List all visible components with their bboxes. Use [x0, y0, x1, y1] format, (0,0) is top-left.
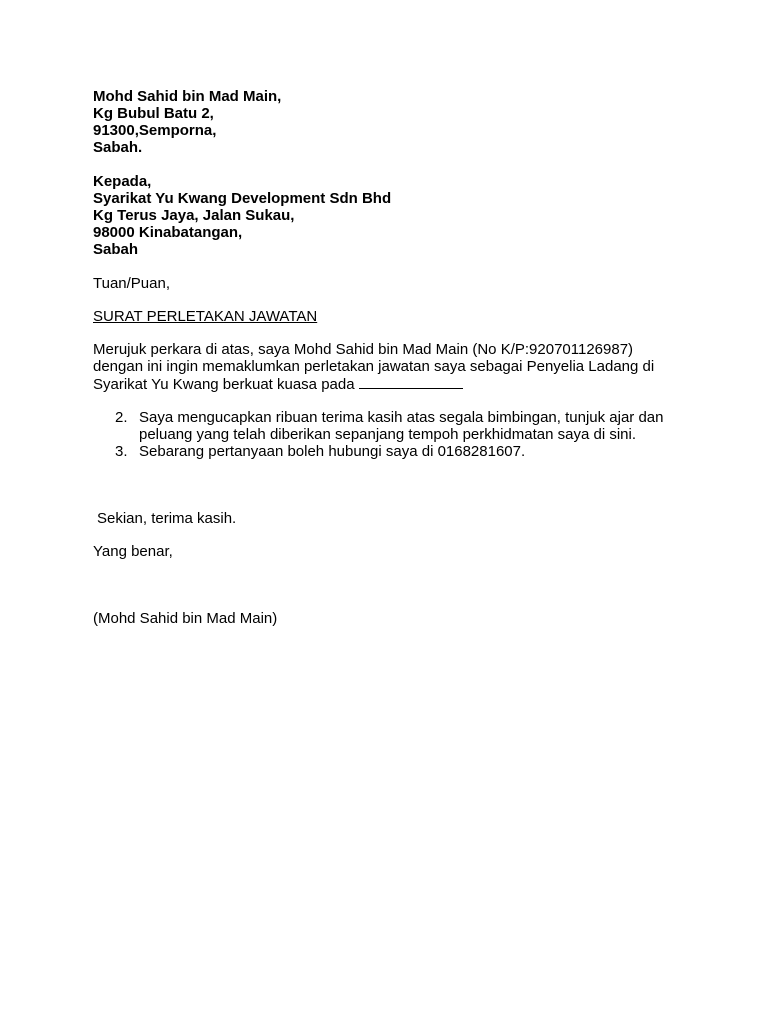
list-item-number: 3. — [115, 443, 128, 460]
salutation: Tuan/Puan, — [93, 275, 170, 292]
sender-address-line: Kg Bubul Batu 2, — [93, 105, 214, 122]
sign-off: Yang benar, — [93, 543, 173, 560]
body-paragraph — [93, 341, 683, 393]
sender-address-line: 91300,Semporna, — [93, 122, 217, 139]
recipient-address — [93, 173, 693, 258]
recipient-address-line: Kg Terus Jaya, Jalan Sukau, — [93, 207, 295, 224]
list-item-text: Saya mengucapkan ribuan terima kasih atas segala bimbingan, tunjuk ajar dan peluang yang telah diberikan sepanjang tempoh perkhidmatan saya di sini. — [139, 409, 664, 443]
recipient-address-line: 98000 Kinabatangan, — [93, 224, 243, 241]
sender-address — [93, 88, 693, 156]
closing: Sekian, terima kasih. — [97, 510, 237, 527]
recipient-company: Syarikat Yu Kwang Development Sdn Bhd — [93, 190, 392, 207]
sender-name: Mohd Sahid bin Mad Main, — [93, 88, 282, 105]
recipient-address-line: Sabah — [93, 241, 139, 258]
letter-page — [93, 88, 693, 627]
list-item-number: 2. — [115, 409, 128, 426]
effective-date-blank — [359, 375, 463, 389]
subject-heading: SURAT PERLETAKAN JAWATAN — [93, 308, 318, 325]
list-item-text: Sebarang pertanyaan boleh hubungi saya di 0168281607. — [139, 443, 526, 460]
recipient-to-label: Kepada, — [93, 173, 152, 190]
signature-name: (Mohd Sahid bin Mad Main) — [93, 610, 278, 627]
list-item — [93, 443, 683, 460]
list-item — [93, 409, 683, 443]
sender-address-line: Sabah. — [93, 139, 143, 156]
body-paragraph-text: Merujuk perkara di atas, saya Mohd Sahid bin Mad Main (No K/P:920701126987) dengan ini ingin memaklumkan perletakan jawatan saya sebagai Penyelia Ladang di Syarikat Yu Kwang berkuat kuasa pada — [93, 341, 655, 393]
